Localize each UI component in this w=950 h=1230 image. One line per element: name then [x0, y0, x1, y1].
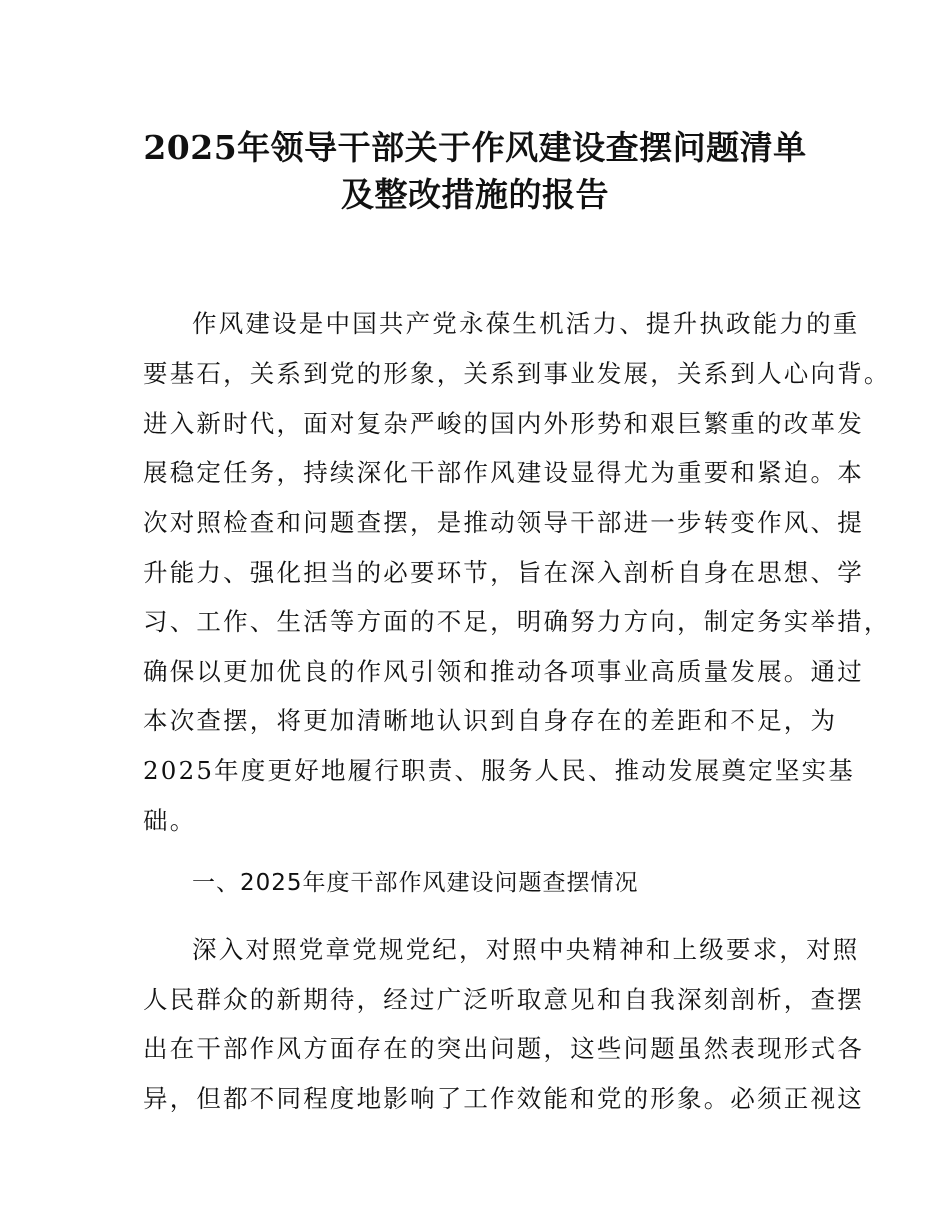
intro-paragraph-line: 要基石，关系到党的形象，关系到事业发展，关系到人心向背。	[143, 359, 891, 388]
intro-paragraph-line: 确保以更加优良的作风引领和推动各项事业高质量发展。通过	[143, 657, 864, 686]
document-title-line-1: 2025年领导干部关于作风建设查摆问题清单	[143, 128, 807, 167]
section-1-paragraph-line: 深入对照党章党规党纪，对照中央精神和上级要求，对照	[192, 935, 860, 964]
document-title-line-2: 及整改措施的报告	[341, 175, 609, 214]
section-1-heading: 一、2025年度干部作风建设问题查摆情况	[192, 870, 639, 896]
intro-paragraph-line: 础。	[143, 806, 197, 835]
intro-paragraph-line: 作风建设是中国共产党永葆生机活力、提升执政能力的重	[192, 309, 860, 338]
intro-paragraph-line: 展稳定任务，持续深化干部作风建设显得尤为重要和紧迫。本	[143, 458, 864, 487]
section-1-paragraph-line: 出在干部作风方面存在的突出问题，这些问题虽然表现形式各	[143, 1034, 864, 1063]
intro-paragraph-line: 2025年度更好地履行职责、服务人民、推动发展奠定坚实基	[143, 756, 855, 785]
intro-paragraph-line: 次对照检查和问题查摆，是推动领导干部进一步转变作风、提	[143, 508, 864, 537]
intro-paragraph-line: 升能力、强化担当的必要环节，旨在深入剖析自身在思想、学	[143, 558, 864, 587]
intro-paragraph-line: 本次查摆，将更加清晰地认识到自身存在的差距和不足，为	[143, 706, 838, 735]
section-1-paragraph-line: 异，但都不同程度地影响了工作效能和党的形象。必须正视这	[143, 1084, 864, 1113]
intro-paragraph-line: 习、工作、生活等方面的不足，明确努力方向，制定务实举措，	[143, 607, 891, 636]
intro-paragraph-line: 进入新时代，面对复杂严峻的国内外形势和艰巨繁重的改革发	[143, 409, 864, 438]
section-1-paragraph-line: 人民群众的新期待，经过广泛听取意见和自我深刻剖析，查摆	[143, 985, 864, 1014]
